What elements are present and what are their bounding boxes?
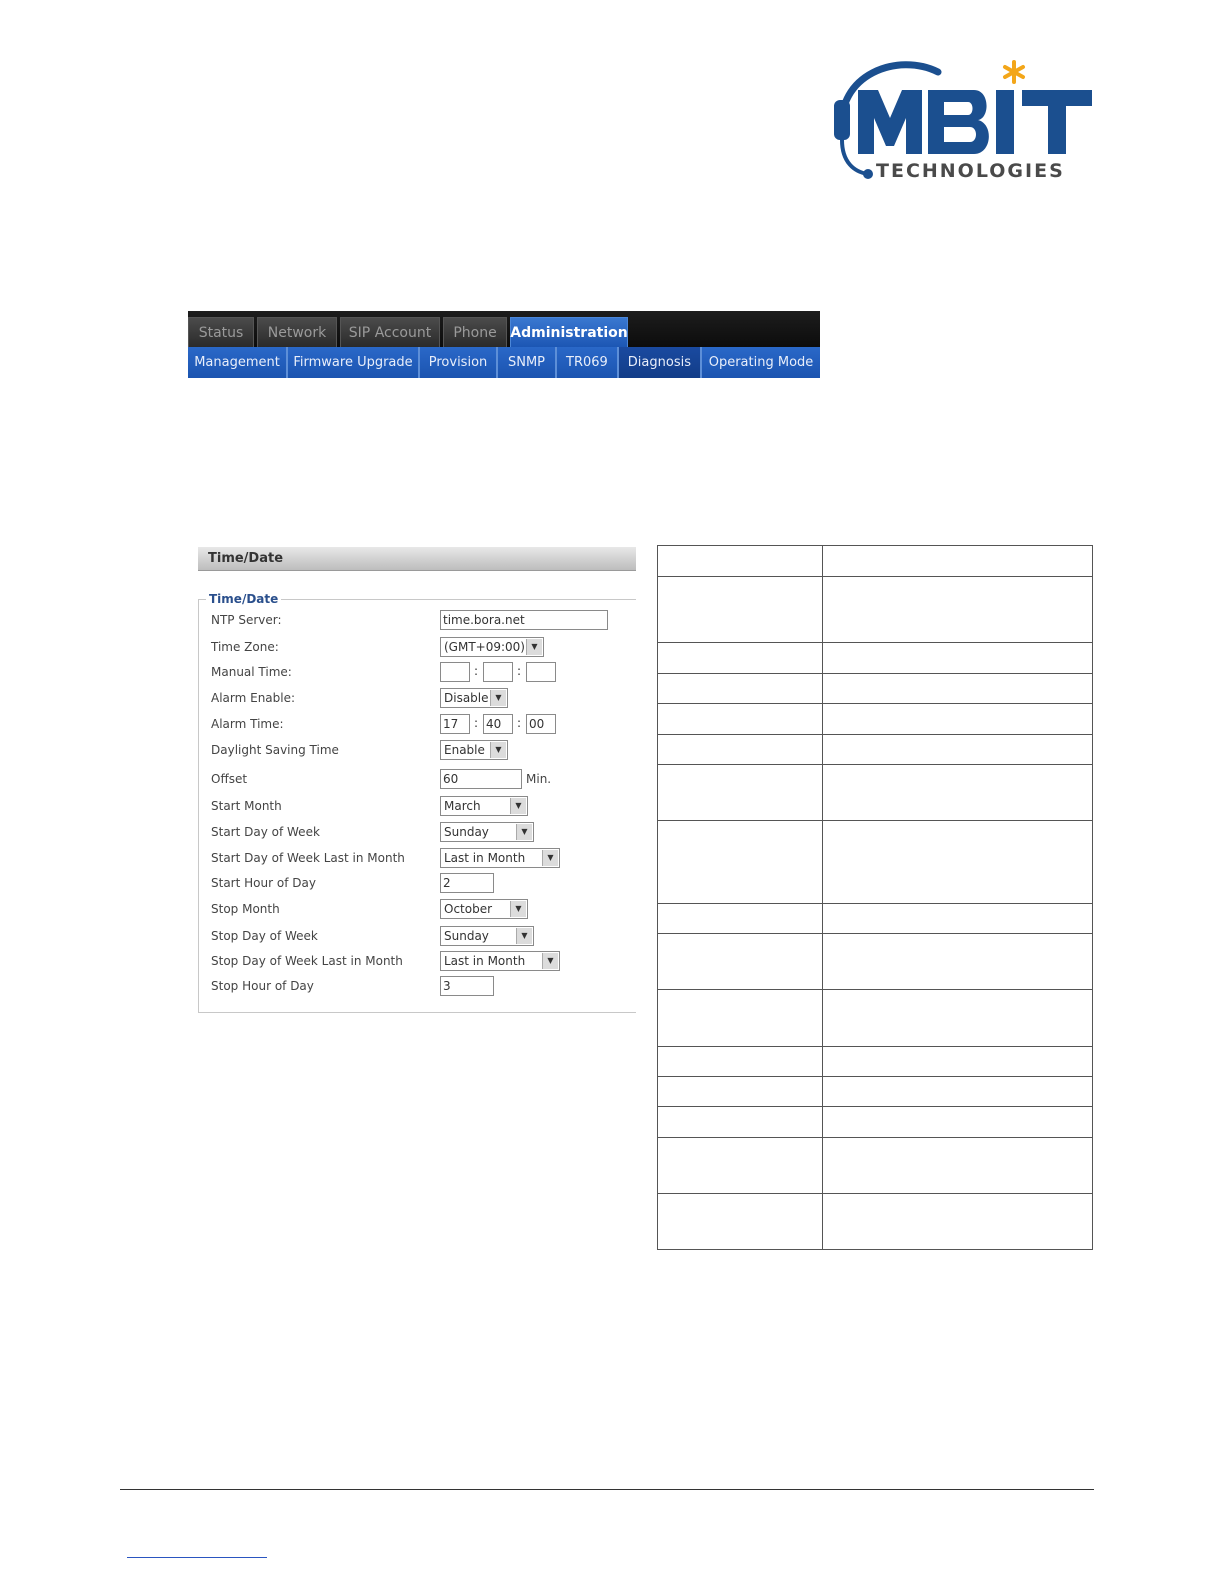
stop-hour-input[interactable]: 3: [440, 976, 494, 996]
start-dow-last-value: Last in Month: [444, 851, 526, 865]
table-cell: [658, 934, 823, 990]
dropdown-arrow-icon: ▼: [510, 798, 526, 814]
start-hour-label: Start Hour of Day: [211, 876, 316, 890]
table-row: [658, 1194, 1093, 1250]
table-cell: [823, 704, 1093, 735]
table-cell: [823, 577, 1093, 643]
time-zone-row: [198, 637, 636, 659]
table-cell: [658, 904, 823, 934]
table-cell: [823, 674, 1093, 704]
tab-phone[interactable]: Phone: [443, 317, 507, 347]
subtab-management[interactable]: Management: [188, 347, 288, 378]
table-row: [658, 674, 1093, 704]
offset-unit: Min.: [526, 772, 552, 786]
table-cell: [823, 643, 1093, 674]
table-row: [658, 934, 1093, 990]
main-tab-bar: [188, 311, 820, 347]
subtab-operating-mode[interactable]: Operating Mode: [702, 347, 820, 378]
dropdown-arrow-icon: ▼: [526, 639, 542, 655]
stop-hour-label: Stop Hour of Day: [211, 979, 314, 993]
table-cell: [658, 674, 823, 704]
stop-dow-last-select[interactable]: [440, 951, 560, 971]
table-cell: [823, 904, 1093, 934]
dropdown-arrow-icon: ▼: [516, 928, 532, 944]
manual-time-hour-input[interactable]: [440, 662, 470, 682]
time-separator: :: [474, 716, 479, 730]
stop-month-select[interactable]: [440, 899, 528, 919]
time-separator: :: [517, 716, 522, 730]
tab-sip-account[interactable]: SIP Account: [340, 317, 440, 347]
alarm-time-row: [198, 714, 636, 736]
table-row: [658, 546, 1093, 577]
table-row: [658, 735, 1093, 765]
table-row: [658, 765, 1093, 821]
stop-dow-label: Stop Day of Week: [211, 929, 318, 943]
time-zone-select[interactable]: [440, 637, 544, 657]
table-cell: [823, 1194, 1093, 1250]
manual-time-second-input[interactable]: [526, 662, 556, 682]
start-hour-input[interactable]: 2: [440, 873, 494, 893]
start-hour-row: [198, 873, 636, 895]
tab-administration[interactable]: Administration: [510, 317, 628, 347]
subtab-firmware-upgrade[interactable]: Firmware Upgrade: [288, 347, 420, 378]
table-cell: [658, 765, 823, 821]
footer-link-underline[interactable]: [127, 1557, 267, 1558]
stop-month-row: [198, 899, 636, 921]
stop-month-value: October: [444, 902, 493, 916]
table-row: [658, 1138, 1093, 1194]
start-dow-last-row: [198, 848, 636, 870]
start-dow-row: [198, 822, 636, 844]
stop-dow-value: Sunday: [444, 929, 489, 943]
start-month-select[interactable]: [440, 796, 528, 816]
ntp-server-row: [198, 610, 636, 632]
table-row: [658, 1047, 1093, 1077]
stop-hour-row: [198, 976, 636, 998]
start-dow-last-label: Start Day of Week Last in Month: [211, 851, 405, 865]
dst-select[interactable]: [440, 740, 508, 760]
table-row: [658, 643, 1093, 674]
table-row: [658, 1077, 1093, 1107]
start-dow-select[interactable]: [440, 822, 534, 842]
start-dow-last-select[interactable]: [440, 848, 560, 868]
alarm-enable-label: Alarm Enable:: [211, 691, 296, 705]
sub-tab-bar: [188, 347, 820, 378]
table-cell: [658, 577, 823, 643]
table-row: [658, 577, 1093, 643]
subtab-diagnosis[interactable]: Diagnosis: [619, 347, 702, 378]
start-month-label: Start Month: [211, 799, 282, 813]
table-row: [658, 904, 1093, 934]
dropdown-arrow-icon: ▼: [516, 824, 532, 840]
manual-time-row: [198, 662, 636, 684]
table-cell: [658, 643, 823, 674]
time-zone-label: Time Zone:: [211, 640, 279, 654]
alarm-time-minute-input[interactable]: 40: [483, 714, 513, 734]
table-cell: [658, 1194, 823, 1250]
start-dow-label: Start Day of Week: [211, 825, 320, 839]
admin-tab-navigation: [188, 311, 820, 378]
offset-input[interactable]: 60: [440, 769, 522, 789]
stop-dow-select[interactable]: [440, 926, 534, 946]
stop-dow-last-label: Stop Day of Week Last in Month: [211, 954, 403, 968]
table-cell: [658, 1107, 823, 1138]
tab-network[interactable]: Network: [257, 317, 337, 347]
manual-time-minute-input[interactable]: [483, 662, 513, 682]
subtab-snmp[interactable]: SNMP: [498, 347, 557, 378]
dropdown-arrow-icon: ▼: [490, 742, 506, 758]
offset-row: [198, 769, 636, 791]
alarm-enable-select[interactable]: [440, 688, 508, 708]
table-row: [658, 1107, 1093, 1138]
stop-month-label: Stop Month: [211, 902, 280, 916]
table-cell: [658, 990, 823, 1047]
table-cell: [823, 546, 1093, 577]
parameter-description-table: [657, 545, 1093, 1250]
table-cell: [823, 821, 1093, 904]
company-logo: [828, 54, 1098, 186]
time-date-settings-panel: [198, 545, 638, 1017]
stop-dow-last-row: [198, 951, 636, 973]
dst-label: Daylight Saving Time: [211, 743, 339, 757]
table-cell: [823, 1138, 1093, 1194]
panel-title: Time/Date: [198, 547, 636, 571]
table-row: [658, 821, 1093, 904]
alarm-enable-row: [198, 688, 636, 710]
dropdown-arrow-icon: ▼: [542, 850, 558, 866]
dropdown-arrow-icon: ▼: [542, 953, 558, 969]
time-zone-value: (GMT+09:00): [444, 640, 525, 654]
start-month-row: [198, 796, 636, 818]
offset-label: Offset: [211, 772, 248, 786]
dropdown-arrow-icon: ▼: [490, 690, 506, 706]
table-cell: [823, 990, 1093, 1047]
subtab-provision[interactable]: Provision: [420, 347, 498, 378]
table-cell: [658, 704, 823, 735]
dst-value: Enable: [444, 743, 485, 757]
alarm-time-second-input[interactable]: 00: [526, 714, 556, 734]
table-cell: [823, 735, 1093, 765]
alarm-time-label: Alarm Time:: [211, 717, 284, 731]
tab-status[interactable]: Status: [188, 317, 254, 347]
dst-row: [198, 740, 636, 762]
table-cell: [658, 1047, 823, 1077]
time-separator: :: [474, 664, 479, 678]
ntp-server-input[interactable]: time.bora.net: [440, 610, 608, 630]
table-row: [658, 990, 1093, 1047]
table-cell: [658, 1138, 823, 1194]
table-cell: [823, 934, 1093, 990]
table-cell: [823, 1107, 1093, 1138]
start-month-value: March: [444, 799, 481, 813]
table-cell: [823, 1047, 1093, 1077]
table-cell: [658, 735, 823, 765]
table-cell: [658, 546, 823, 577]
table-cell: [823, 765, 1093, 821]
alarm-time-hour-input[interactable]: 17: [440, 714, 470, 734]
stop-dow-last-value: Last in Month: [444, 954, 526, 968]
start-dow-value: Sunday: [444, 825, 489, 839]
time-separator: :: [517, 664, 522, 678]
ntp-server-label: NTP Server:: [211, 613, 282, 627]
manual-time-label: Manual Time:: [211, 665, 292, 679]
footer-divider: [120, 1489, 1094, 1490]
logo-tagline: TECHNOLOGIES: [876, 160, 1065, 182]
subtab-tr069[interactable]: TR069: [557, 347, 619, 378]
stop-dow-row: [198, 926, 636, 948]
table-cell: [658, 1077, 823, 1107]
fieldset-legend: Time/Date: [206, 592, 281, 606]
dropdown-arrow-icon: ▼: [510, 901, 526, 917]
table-cell: [658, 821, 823, 904]
table-cell: [823, 1077, 1093, 1107]
alarm-enable-value: Disable: [444, 691, 489, 705]
table-row: [658, 704, 1093, 735]
